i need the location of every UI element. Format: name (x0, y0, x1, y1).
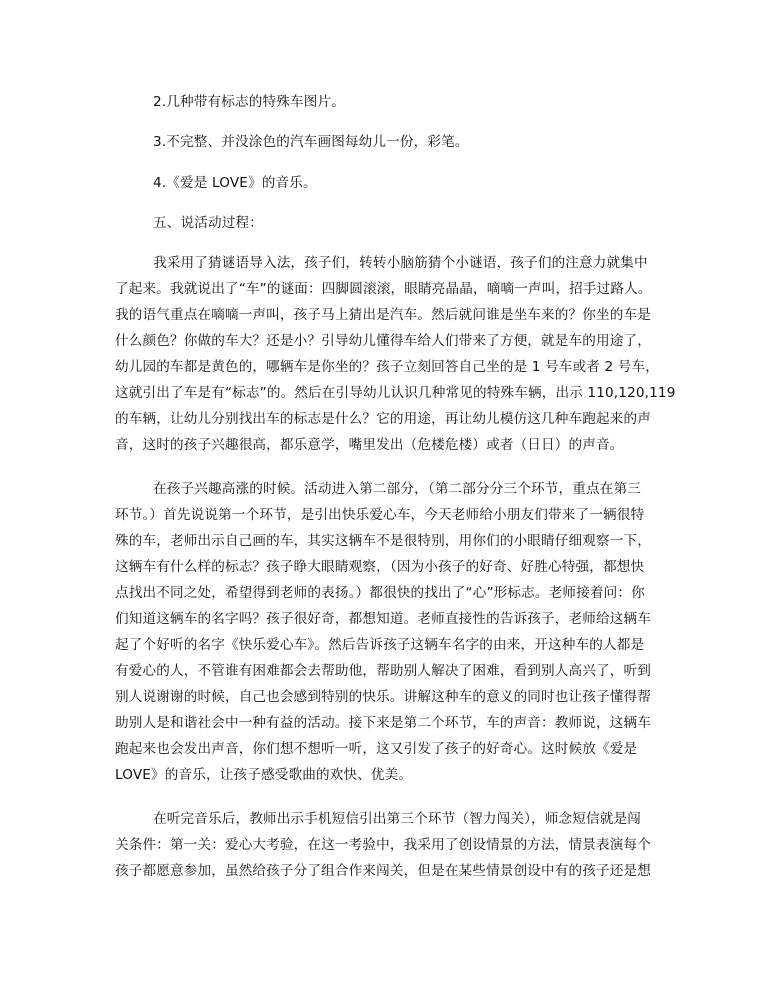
paragraph-1-line: 我的语气重点在嘀嘀一声叫，孩子马上猜出是汽车。然后就问谁是坐车来的？你坐的车是 (115, 307, 652, 323)
paragraph-2-line: 起了个好听的名字《快乐爱心车》。然后告诉孩子这辆车名字的由来，开这种车的人都是 (115, 637, 645, 653)
paragraph-2-line: 在孩子兴趣高涨的时候。活动进入第二部分，（第二部分分三个环节，重点在第三 (153, 481, 641, 497)
paragraph-3-line: 孩子都愿意参加，虽然给孩子分了组合作来闯关，但是在某些情景创设中有的孩子还是想 (115, 863, 652, 879)
paragraph-2-line: 殊的车，老师出示自己画的车，其实这辆车不是很特别，用你们的小眼睛仔细观察一下， (115, 533, 652, 549)
section-heading: 五、说活动过程： (153, 215, 263, 231)
material-item-2: 2.几种带有标志的特殊车图片。 (153, 94, 345, 110)
paragraph-3-line: 在听完音乐后，教师出示手机短信引出第三个环节（智力闯关），师念短信就是闯 (153, 811, 641, 827)
paragraph-1-line: 什么颜色？你做的车大？还是小？引导幼儿懂得车给人们带来了方便，就是车的用途了， (115, 333, 652, 349)
material-item-3: 3.不完整、并没涂色的汽车画图每幼儿一份，彩笔。 (153, 134, 469, 150)
paragraph-1-line: 这就引出了车是有“标志”的。然后在引导幼儿认识几种常见的特殊车辆，出示 110,120,119 (115, 385, 676, 401)
paragraph-2-line: 跑起来也会发出声音，你们想不想听一听，这又引发了孩子的好奇心。这时候放《爱是 (115, 741, 638, 757)
paragraph-2-line: 助别人是和谐社会中一种有益的活动。接下来是第二个环节，车的声音：教师说，这辆车 (115, 715, 652, 731)
material-item-4: 4.《爱是 LOVE》的音乐。 (153, 175, 317, 191)
paragraph-3-line: 关条件：第一关：爱心大考验，在这一考验中，我采用了创设情景的方法，情景表演每个 (115, 837, 652, 853)
paragraph-2-line: 们知道这辆车的名字吗？孩子很好奇，都想知道。老师直接性的告诉孩子，老师给这辆车 (115, 611, 652, 627)
paragraph-2-line: 别人说谢谢的时候，自己也会感到特别的快乐。讲解这种车的意义的同时也让孩子懂得帮 (115, 689, 652, 705)
paragraph-1-line: 幼儿园的车都是黄色的，哪辆车是你坐的？孩子立刻回答自己坐的是 1 号车或者 2 号车， (115, 359, 659, 375)
paragraph-2-line: 环节。）首先说说第一个环节，是引出快乐爱心车，今天老师给小朋友们带来了一辆很特 (115, 507, 645, 523)
paragraph-1-line: 我采用了猜谜语导入法，孩子们，转转小脑筋猜个小谜语，孩子们的注意力就集中 (153, 255, 648, 271)
paragraph-2-line: LOVE》的音乐，让孩子感受歌曲的欢快、优美。 (115, 767, 413, 783)
paragraph-1-line: 的车辆，让幼儿分别找出车的标志是什么？它的用途，再让幼儿模仿这几种车跑起来的声 (115, 411, 652, 427)
paragraph-2-line: 这辆车有什么样的标志？孩子睁大眼睛观察，（因为小孩子的好奇、好胜心特强，都想快 (115, 559, 645, 575)
paragraph-1-line: 音，这时的孩子兴趣很高，都乐意学，嘴里发出（危楼危楼）或者（日日）的声音。 (115, 437, 624, 453)
paragraph-2-line: 点找出不同之处，希望得到老师的表扬。）都很快的找出了“心”形标志。老师接着问：你 (115, 585, 645, 601)
paragraph-1-line: 了起来。我就说出了“车”的谜面：四脚圆滚滚，眼睛亮晶晶，嘀嘀一声叫，招手过路人。 (115, 281, 652, 297)
paragraph-2-line: 有爱心的人，不管谁有困难都会去帮助他，帮助别人解决了困难，看到别人高兴了，听到 (115, 663, 652, 679)
